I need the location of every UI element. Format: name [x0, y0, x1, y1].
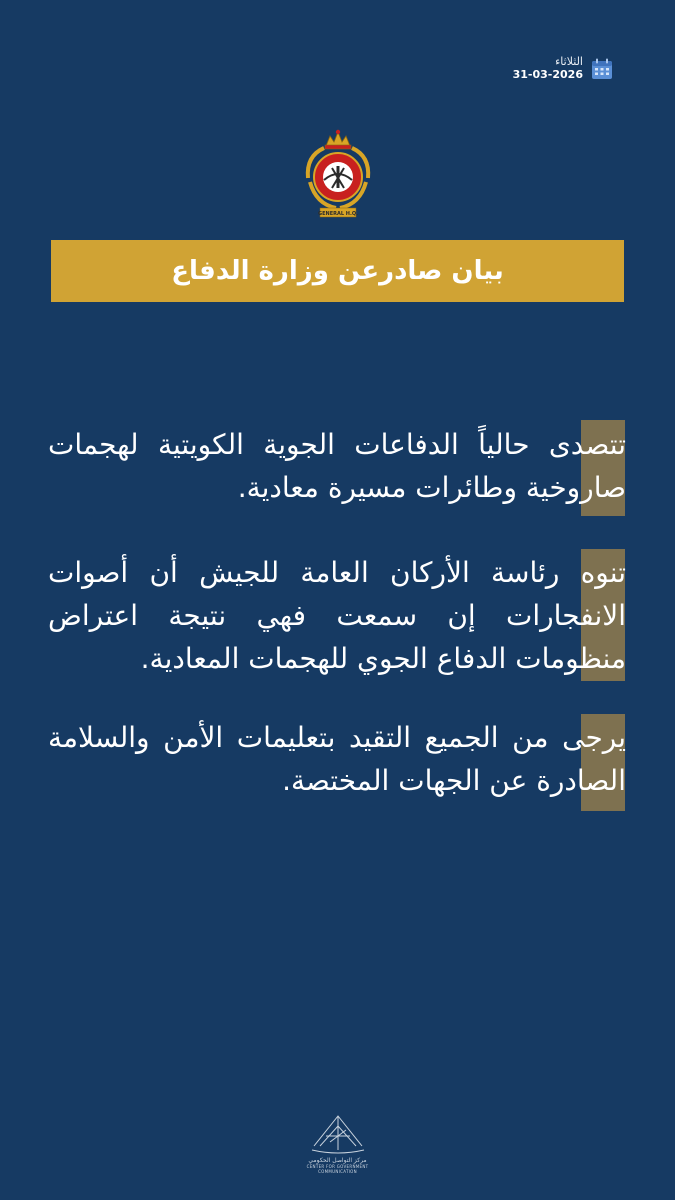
sailboat-icon [308, 1112, 368, 1156]
date-block [513, 56, 613, 81]
date-day: الثلاثاء [555, 55, 583, 68]
title-banner [51, 240, 624, 302]
gov-logo-arabic: مركز التواصل الحكومي [308, 1157, 367, 1164]
gov-logo-english: CENTER FOR GOVERNMENT COMMUNICATION [306, 1164, 369, 1174]
gov-communication-logo [298, 1112, 378, 1182]
kuwait-army-emblem [298, 128, 378, 222]
date-value: 31-03-2026 [512, 67, 583, 81]
page-title: بيان صادرعن وزارة الدفاع [171, 256, 504, 286]
calendar-icon [591, 58, 613, 80]
emblem-label: GENERAL H.Q. [317, 211, 358, 217]
date-text [513, 56, 583, 81]
statement-paragraph-3: يرجى من الجميع التقيد بتعليمات الأمن والسلامة الصادرة عن الجهات المختصة. [48, 721, 626, 797]
statement-paragraph-2: تنوه رئاسة الأركان العامة للجيش أن أصوات الانفجارات إن سمعت فهي نتيجة اعتراض منظومات الدفاع الجوي للهجمات المعادية. [48, 556, 626, 675]
statement-paragraph-1: تتصدى حالياً الدفاعات الجوية الكويتية لهجمات صاروخية وطائرات مسيرة معادية. [48, 428, 626, 504]
